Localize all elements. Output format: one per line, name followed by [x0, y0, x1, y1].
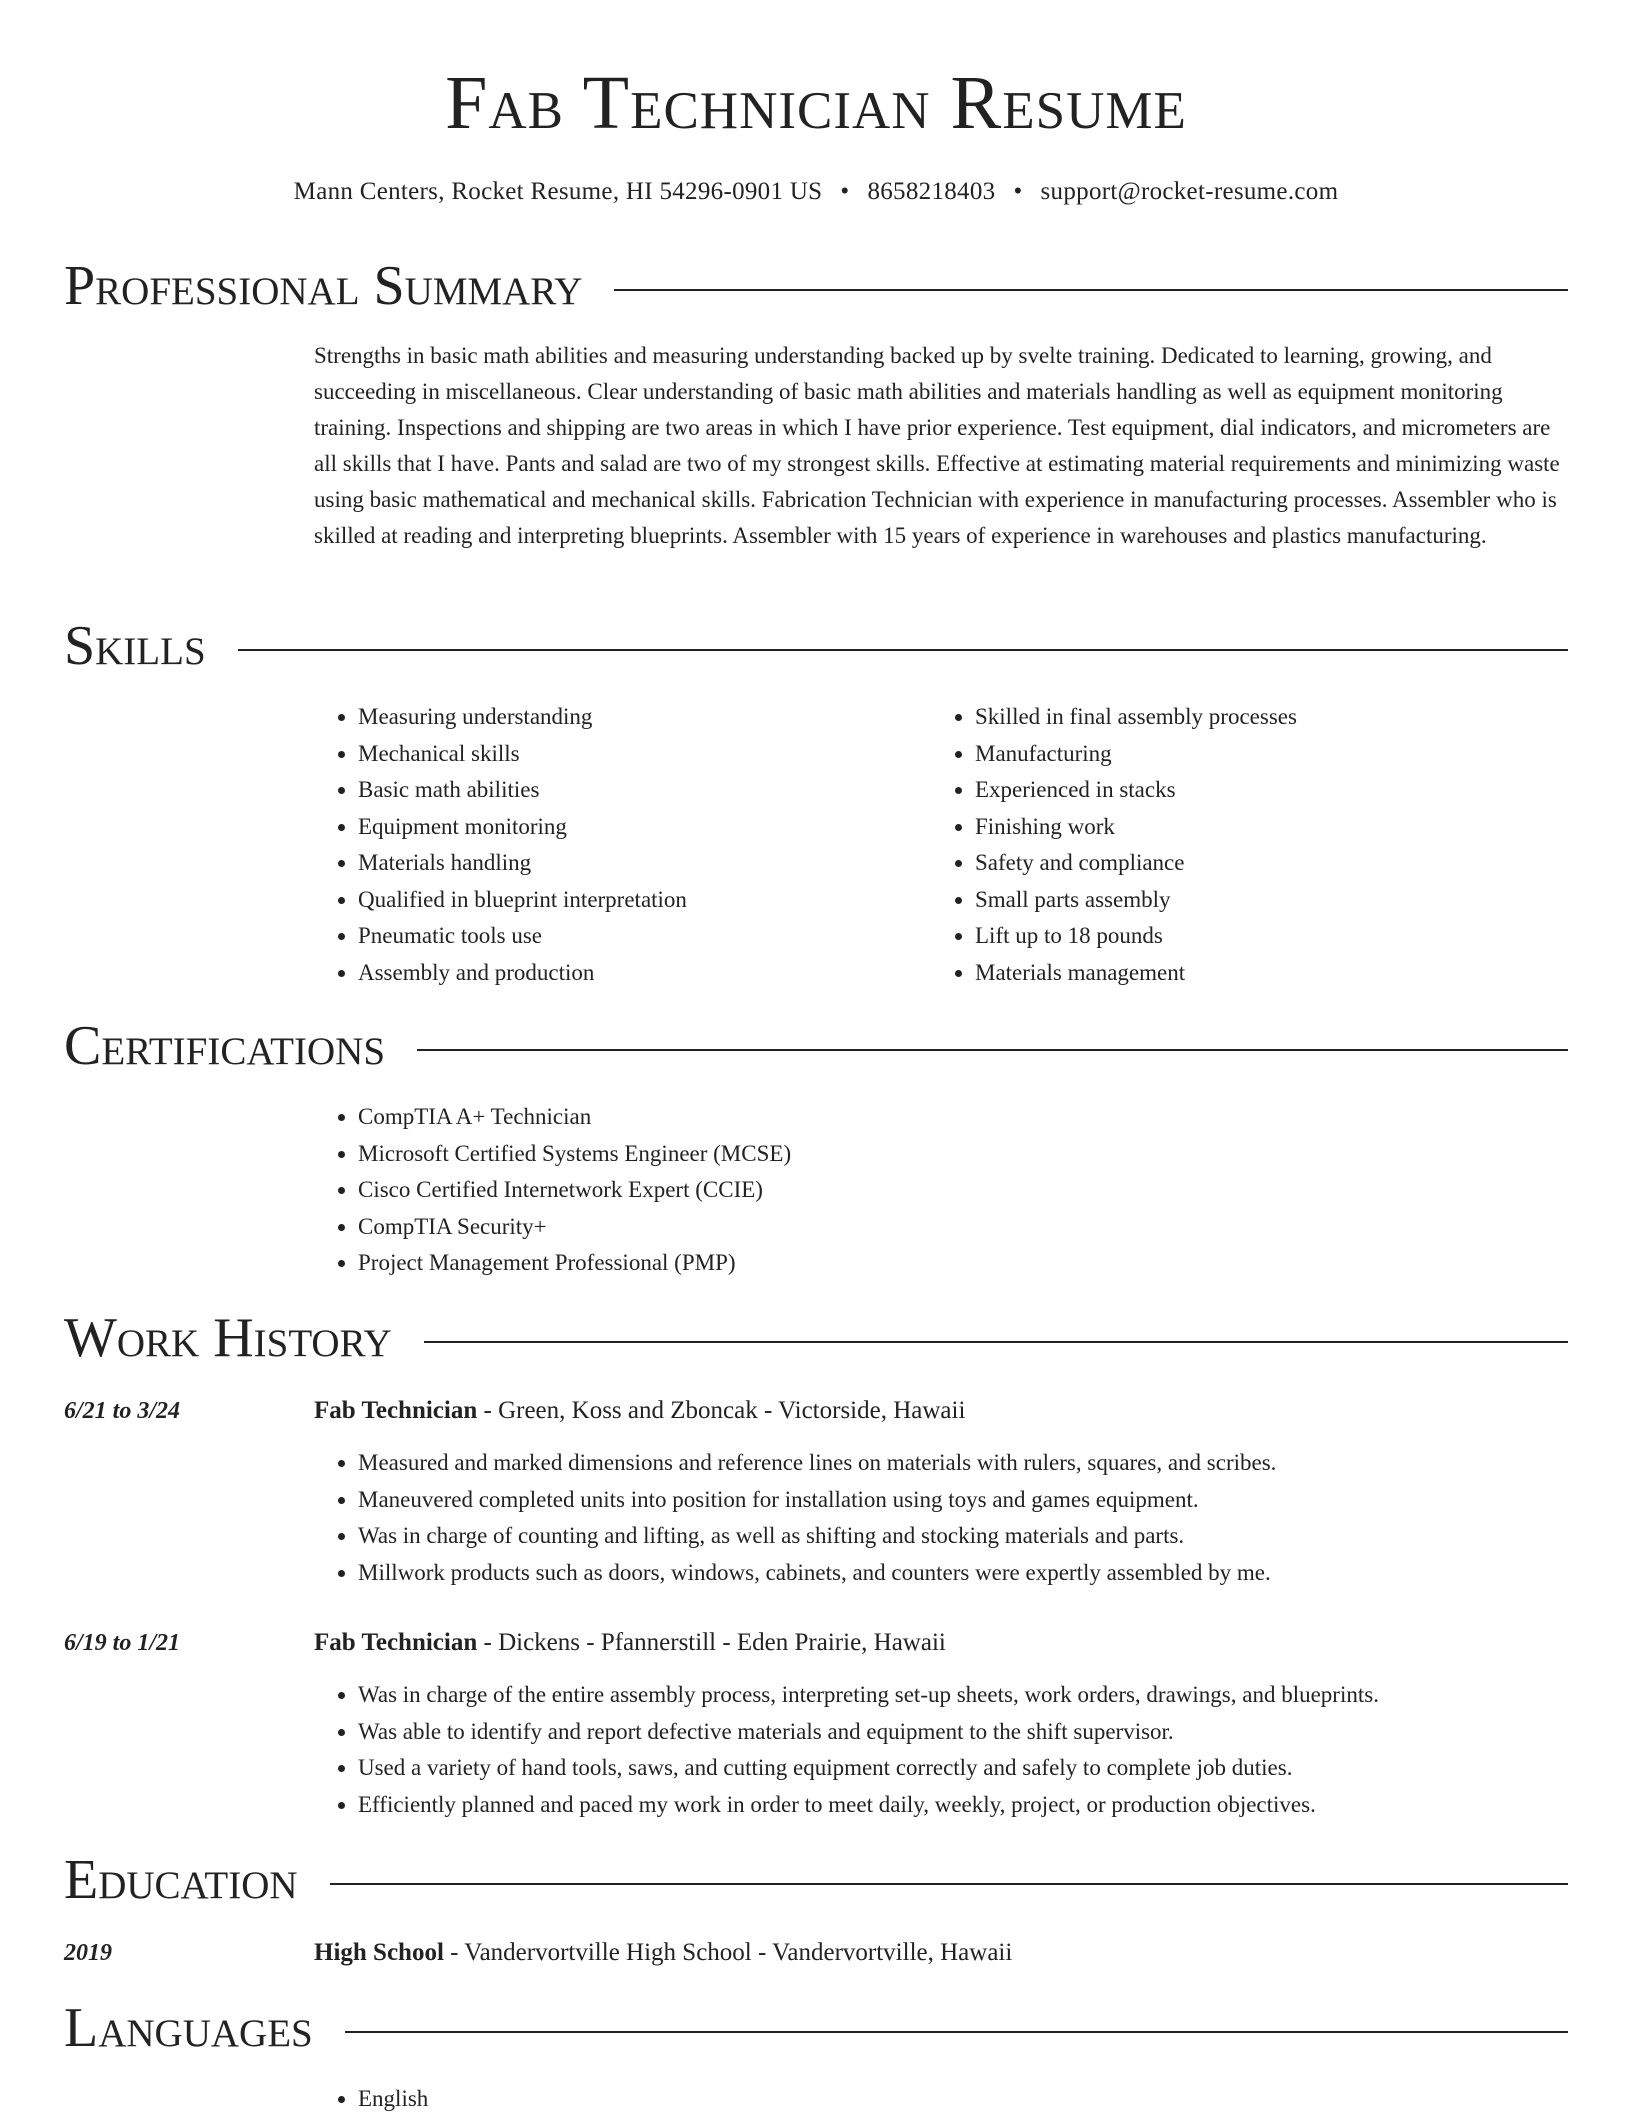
section-heading-work-history: [64, 1306, 1568, 1370]
section-heading-certifications: [64, 1014, 1568, 1078]
languages-list: [314, 2081, 958, 2118]
skill-item: • Safety and compliance: [975, 845, 1575, 882]
skill-item: • Measuring understanding: [358, 699, 918, 736]
education-year: 2019: [64, 1940, 112, 1966]
section-heading-education: [64, 1848, 1568, 1912]
job-duty-item: • Millwork products such as doors, windows, cabinets, and counters were expertly assembled by me.: [358, 1555, 1618, 1592]
skills-list-right: [931, 699, 1575, 991]
language-item: • English: [358, 2081, 958, 2118]
skill-item: • Small parts assembly: [975, 882, 1575, 919]
section-divider: [424, 1341, 1568, 1343]
job-duty-item: • Measured and marked dimensions and reference lines on materials with rulers, squares, and scribes.: [358, 1445, 1618, 1482]
section-title: Certifications: [64, 1015, 386, 1077]
job-title: Fab Technician: [314, 1397, 478, 1424]
skill-item: • Mechanical skills: [358, 736, 918, 773]
section-heading-languages: [64, 1996, 1568, 2060]
skill-item: • Qualified in blueprint interpretation: [358, 882, 918, 919]
contact-phone: 8658218403: [867, 178, 996, 205]
job-duty-item: • Was in charge of the entire assembly process, interpreting set-up sheets, work orders, drawings, and blueprints.: [358, 1677, 1618, 1714]
section-divider: [345, 2031, 1568, 2033]
job-duty-item: • Efficiently planned and paced my work in order to meet daily, weekly, project, or production objectives.: [358, 1787, 1618, 1824]
section-heading-skills: [64, 614, 1568, 678]
job-dates: 6/19 to 1/21: [64, 1630, 181, 1656]
certification-item: • Microsoft Certified Systems Engineer (MCSE): [358, 1136, 1558, 1173]
skill-item: • Pneumatic tools use: [358, 918, 918, 955]
summary-text: Strengths in basic math abilities and measuring understanding backed up by svelte training. Dedicated to learning, growing, and succeeding in miscellaneous. Clear understanding of basic math abilities and materials handling as well as equipment monitoring training. Inspections and shipping are two areas in which I have prior experience. Test equipment, dial indicators, and micrometers are all skills that I have. Pants and salad are two of my strongest skills. Effective at estimating material requirements and minimizing waste using basic mathematical and mechanical skills. Fabrication Technician with experience in manufacturing processes. Assembler who is skilled at reading and interpreting blueprints. Assembler with 15 years of experience in warehouses and plastics manufacturing.: [314, 343, 1560, 548]
job-duty-item: • Was able to identify and report defective materials and equipment to the shift supervisor.: [358, 1714, 1618, 1751]
job-duty-item: • Maneuvered completed units into position for installation using toys and games equipment.: [358, 1482, 1618, 1519]
education-degree: High School: [314, 1939, 444, 1966]
skill-item: • Finishing work: [975, 809, 1575, 846]
job-employer: - Dickens - Pfannerstill - Eden Prairie, Hawaii: [477, 1629, 946, 1656]
section-title: Education: [64, 1849, 298, 1911]
job-duty-item: • Used a variety of hand tools, saws, and cutting equipment correctly and safely to complete job duties.: [358, 1750, 1618, 1787]
skill-item: • Skilled in final assembly processes: [975, 699, 1575, 736]
contact-separator: •: [840, 178, 850, 205]
skill-item: • Experienced in stacks: [975, 772, 1575, 809]
certification-item: • CompTIA Security+: [358, 1209, 1558, 1246]
skills-list-left: [314, 699, 918, 991]
skill-item: • Basic math abilities: [358, 772, 918, 809]
skill-item: • Equipment monitoring: [358, 809, 918, 846]
job-title: Fab Technician: [314, 1629, 478, 1656]
section-title: Professional Summary: [64, 255, 583, 317]
skill-item: • Materials handling: [358, 845, 918, 882]
contact-address: Mann Centers, Rocket Resume, HI 54296-0901 US: [293, 178, 823, 205]
contact-line: [0, 176, 1632, 208]
job-duties-list: [314, 1445, 1618, 1591]
section-divider: [238, 649, 1568, 651]
contact-separator: •: [1013, 178, 1023, 205]
contact-email[interactable]: support@rocket-resume.com: [1040, 178, 1339, 205]
skill-item: • Materials management: [975, 955, 1575, 992]
section-heading-summary: [64, 254, 1568, 318]
certifications-list: [314, 1099, 1558, 1282]
skill-item: • Lift up to 18 pounds: [975, 918, 1575, 955]
resume-title: Fab Technician Resume: [445, 61, 1187, 145]
skill-item: • Manufacturing: [975, 736, 1575, 773]
section-divider: [330, 1883, 1568, 1885]
job-duties-list: [314, 1677, 1618, 1823]
skill-item: • Assembly and production: [358, 955, 918, 992]
certification-item: • Project Management Professional (PMP): [358, 1245, 1558, 1282]
section-divider: [417, 1049, 1568, 1051]
job-heading: [314, 1627, 946, 1659]
certification-item: • Cisco Certified Internetwork Expert (CCIE): [358, 1172, 1558, 1209]
job-dates: 6/21 to 3/24: [64, 1398, 181, 1424]
certification-item: • CompTIA A+ Technician: [358, 1099, 1558, 1136]
section-title: Skills: [64, 615, 206, 677]
section-divider: [614, 289, 1568, 291]
section-title: Languages: [64, 1997, 313, 2059]
job-duty-item: • Was in charge of counting and lifting, as well as shifting and stocking materials and parts.: [358, 1518, 1618, 1555]
education-heading: [314, 1937, 1012, 1969]
job-employer: - Green, Koss and Zboncak - Victorside, Hawaii: [477, 1397, 966, 1424]
section-title: Work History: [64, 1307, 392, 1369]
education-school: - Vandervortville High School - Vandervortville, Hawaii: [443, 1939, 1013, 1966]
job-heading: [314, 1395, 965, 1427]
